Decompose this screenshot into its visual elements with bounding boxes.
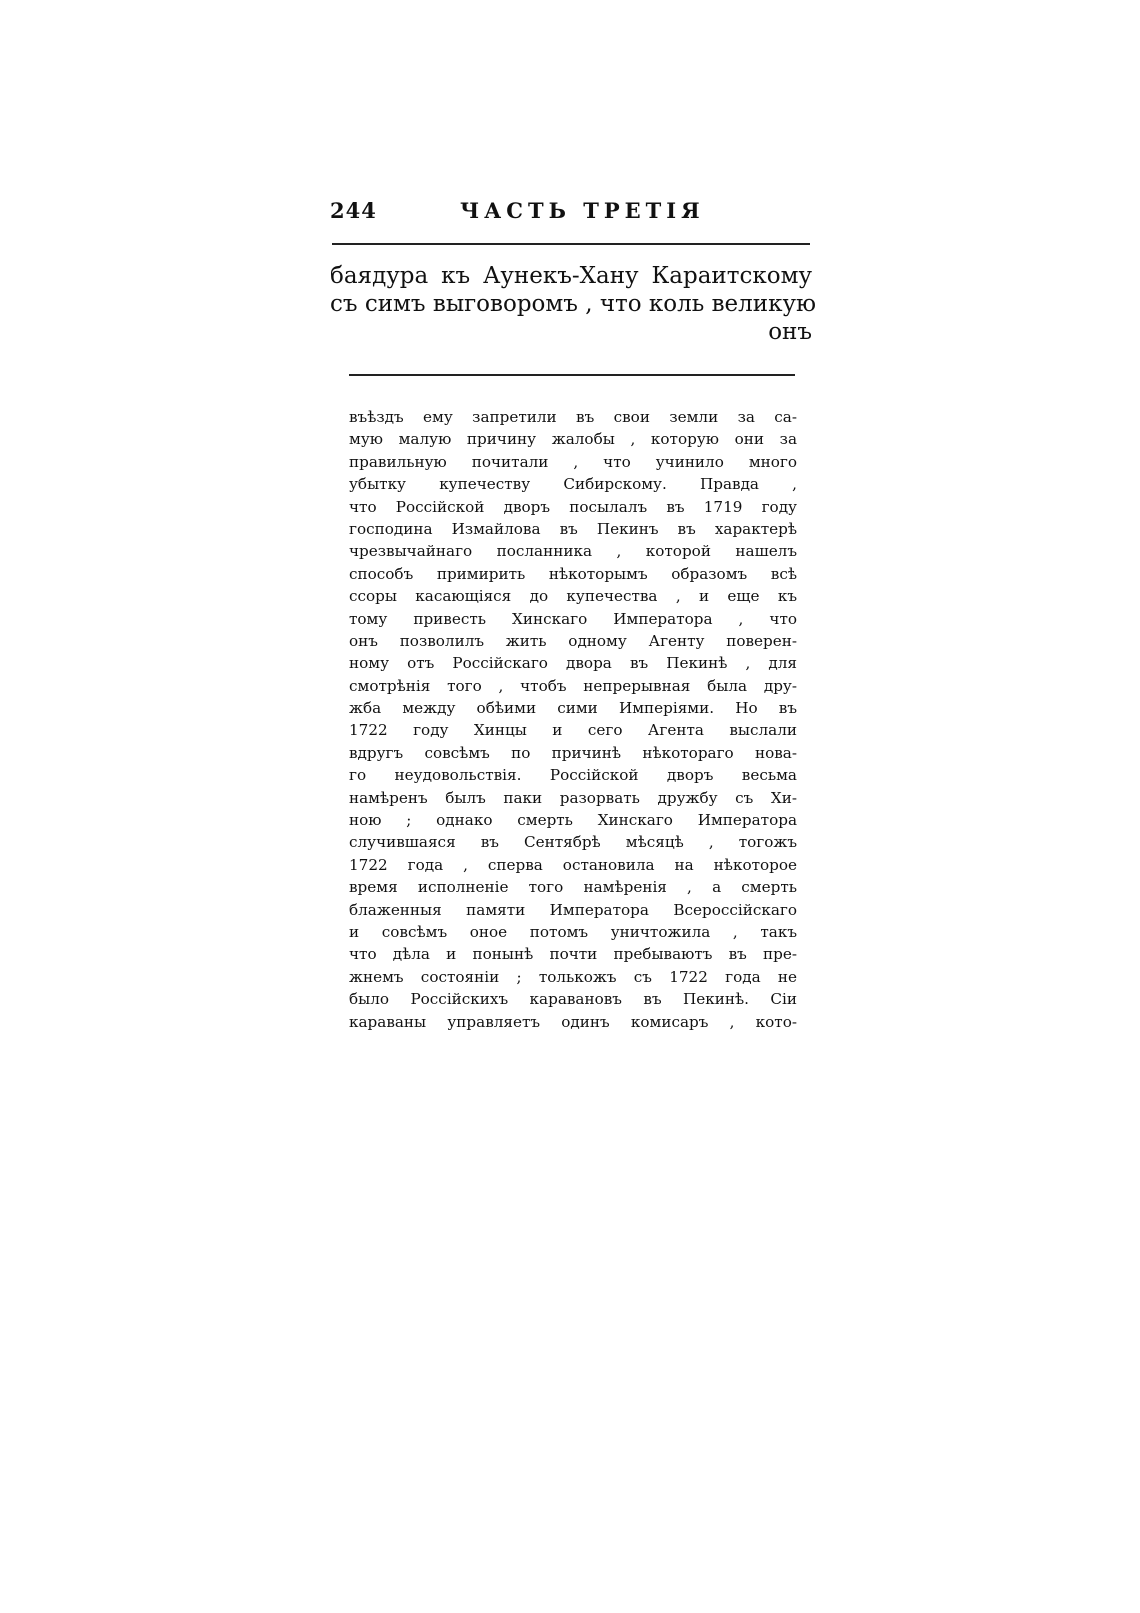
body-line: было Россійскихъ каравановъ въ Пекинѣ. Сіи	[349, 990, 797, 1009]
body-line: способъ примирить нѣкоторымъ образомъ всѣ	[349, 564, 797, 583]
body-line: чрезвычайнаго посланника , которой нашелъ	[349, 542, 797, 561]
body-line: онъ позволилъ жить одному Агенту поверен-	[349, 631, 797, 650]
page-number: 244	[330, 198, 377, 223]
page-header	[330, 198, 810, 232]
catchword-block	[330, 262, 817, 346]
body-line: жнемъ состояніи ; толькожъ съ 1722 года не	[349, 967, 797, 986]
body-line: блаженныя памяти Императора Всероссійскаго	[349, 900, 797, 919]
body-line: караваны управляетъ одинъ комисаръ , кото-	[349, 1012, 797, 1031]
body-line: смотрѣнія того , чтобъ непрерывная была дру-	[349, 676, 797, 695]
body-line: ссоры касающіяся до купечества , и еще къ	[349, 587, 797, 606]
body-line: намѣренъ былъ паки разорвать дружбу съ Хи-	[349, 788, 797, 807]
body-line: тому привесть Хинскаго Императора , что	[349, 609, 797, 628]
body-line: го неудовольствія. Россійской дворъ весьма	[349, 766, 797, 785]
body-line: 1722 года , сперва остановила на нѣкоторое	[349, 855, 797, 874]
body-line: и совсѣмъ оное потомъ уничтожила , такъ	[349, 922, 797, 941]
body-line: мую малую причину жалобы , которую они за	[349, 430, 797, 449]
catchword-line: онъ	[768, 319, 812, 345]
body-line: ному отъ Россійскаго двора въ Пекинѣ , для	[349, 654, 797, 673]
body-line: случившаяся въ Сентябрѣ мѣсяцѣ , тогожъ	[349, 833, 797, 852]
body-line: убытку купечеству Сибирскому. Правда ,	[349, 475, 797, 494]
body-line: жба между обѣими сими Имперіями. Но въ	[349, 699, 797, 718]
catchword-line: съ симъ выговоромъ , что коль великую	[330, 291, 817, 317]
body-text	[349, 406, 797, 1033]
body-line: что дѣла и понынѣ почти пребываютъ въ пре-	[349, 945, 797, 964]
body-line: въѣздъ ему запретили въ свои земли за са-	[349, 408, 797, 426]
body-line: вдругъ совсѣмъ по причинѣ нѣкотораго нова-	[349, 743, 797, 762]
header-rule	[332, 243, 810, 245]
body-line: господина Измайлова въ Пекинъ въ характерѣ	[349, 519, 797, 538]
body-line: 1722 году Хинцы и сего Агента выслали	[349, 721, 797, 740]
running-head: ЧАСТЬ ТРЕТІЯ	[460, 198, 705, 223]
section-rule	[349, 374, 795, 376]
catchword-line: баядура къ Аунекъ-Хану Караитскому	[330, 263, 812, 289]
body-line: время исполненіе того намѣренія , а смерть	[349, 878, 797, 897]
body-line: ною ; однако смерть Хинскаго Императора	[349, 811, 797, 830]
body-line: что Россійской дворъ посылалъ въ 1719 году	[349, 497, 797, 516]
body-line: правильную почитали , что учинило много	[349, 452, 797, 471]
